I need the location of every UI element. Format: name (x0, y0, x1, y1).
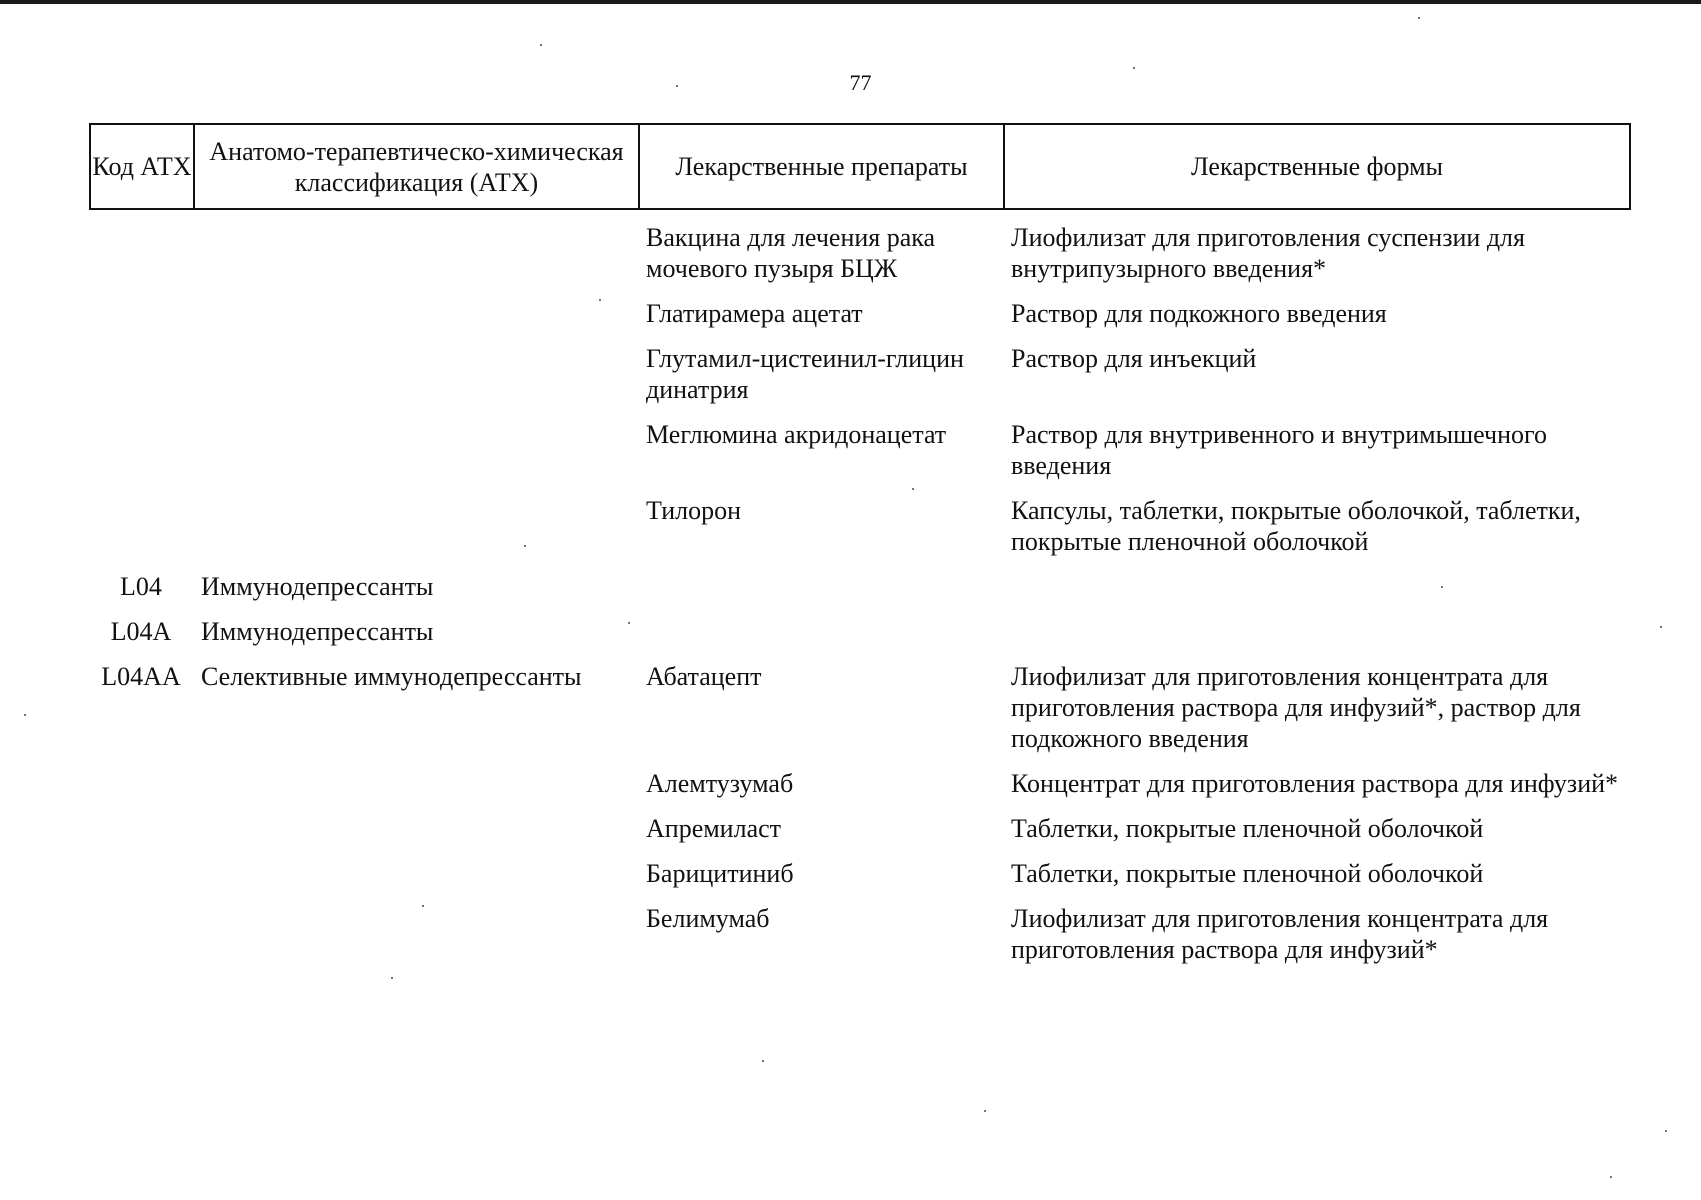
scan-speck (984, 1110, 986, 1112)
scan-top-edge (0, 0, 1701, 4)
row-drug (638, 616, 1003, 647)
row-drug: Алемтузумаб (646, 769, 794, 798)
row-form: Лиофилизат для приготовления концентрата для приготовления раствора для инфузий* (1011, 904, 1549, 964)
scan-speck (391, 977, 393, 979)
scan-speck (422, 905, 424, 907)
row-classification: Селективные иммунодепрессанты (201, 662, 582, 691)
scan-speck (676, 85, 678, 87)
row-classification (193, 298, 638, 329)
row-classification (193, 419, 638, 481)
page-number: 77 (849, 70, 872, 95)
row-code (89, 858, 193, 889)
row-drug: Белимумаб (646, 904, 770, 933)
scan-speck (628, 622, 630, 624)
table-row (89, 495, 1631, 557)
row-drug: Глутамил-цистеинил-глицин динатрия (646, 344, 964, 404)
row-classification (193, 495, 638, 557)
row-classification (193, 858, 638, 889)
row-drug: Апремиласт (646, 814, 782, 843)
row-code (89, 298, 193, 329)
row-form: Раствор для подкожного введения (1011, 299, 1387, 328)
header-drugs: Лекарственные препараты (640, 125, 1005, 208)
table-row (89, 661, 1631, 754)
row-code (89, 419, 193, 481)
scan-speck (1610, 1176, 1612, 1178)
header-code: Код АТХ (91, 125, 195, 208)
row-form (1003, 616, 1631, 647)
row-drug (638, 571, 1003, 602)
header-forms: Лекарственные формы (1190, 152, 1444, 181)
table-row (89, 419, 1631, 481)
row-classification (193, 343, 638, 405)
scan-speck (599, 299, 601, 301)
row-drug: Барицитиниб (646, 859, 794, 888)
scan-speck (1441, 586, 1443, 588)
table-row (89, 571, 1631, 602)
table-row (89, 298, 1631, 329)
row-code (89, 903, 193, 965)
row-drug: Глатирамера ацетат (646, 299, 863, 328)
row-classification (193, 903, 638, 965)
row-drug: Меглюмина акридонацетат (646, 420, 947, 449)
scan-speck (762, 1060, 764, 1062)
row-form: Таблетки, покрытые пленочной оболочкой (1011, 859, 1484, 888)
row-classification: Иммунодепрессанты (201, 617, 434, 646)
row-code: L04 (120, 572, 162, 601)
table-row (89, 222, 1631, 284)
row-classification (193, 813, 638, 844)
table-header (89, 123, 1631, 210)
table-row (89, 903, 1631, 965)
row-classification (193, 768, 638, 799)
table-row (89, 616, 1631, 647)
row-form: Таблетки, покрытые пленочной оболочкой (1011, 814, 1484, 843)
row-drug: Абатацепт (646, 662, 762, 691)
row-code: L04AA (101, 662, 181, 691)
row-code (89, 768, 193, 799)
row-code (89, 495, 193, 557)
row-form: Капсулы, таблетки, покрытые оболочкой, таблетки, покрытые пленочной оболочкой (1011, 496, 1581, 556)
scan-speck (1660, 626, 1662, 628)
header-classification: Анатомо-терапевтическо-химическая классификация (АТХ) (195, 125, 640, 208)
row-form: Лиофилизат для приготовления суспензии для внутрипузырного введения* (1011, 223, 1525, 283)
scan-speck (1418, 17, 1420, 19)
row-drug: Вакцина для лечения рака мочевого пузыря БЦЖ (646, 223, 936, 283)
row-drug: Тилорон (646, 496, 742, 525)
row-classification (193, 222, 638, 284)
row-classification: Иммунодепрессанты (201, 572, 434, 601)
row-form: Лиофилизат для приготовления концентрата для приготовления раствора для инфузий*, раствор для подкожного введения (1011, 662, 1581, 753)
row-code (89, 222, 193, 284)
table-row (89, 813, 1631, 844)
scan-speck (1665, 1130, 1667, 1132)
scan-speck (24, 714, 26, 716)
scan-speck (540, 44, 542, 46)
row-code (89, 343, 193, 405)
row-code (89, 813, 193, 844)
scan-speck (524, 545, 526, 547)
row-form: Концентрат для приготовления раствора для инфузий* (1011, 769, 1619, 798)
table-body (89, 222, 1631, 979)
row-form: Раствор для внутривенного и внутримышечного введения (1011, 420, 1547, 480)
scan-speck (912, 488, 914, 490)
table-row (89, 858, 1631, 889)
row-code: L04A (110, 617, 172, 646)
row-form (1003, 571, 1631, 602)
scan-speck (1133, 67, 1135, 69)
row-form: Раствор для инъекций (1011, 344, 1257, 373)
table-row (89, 343, 1631, 405)
table-row (89, 768, 1631, 799)
